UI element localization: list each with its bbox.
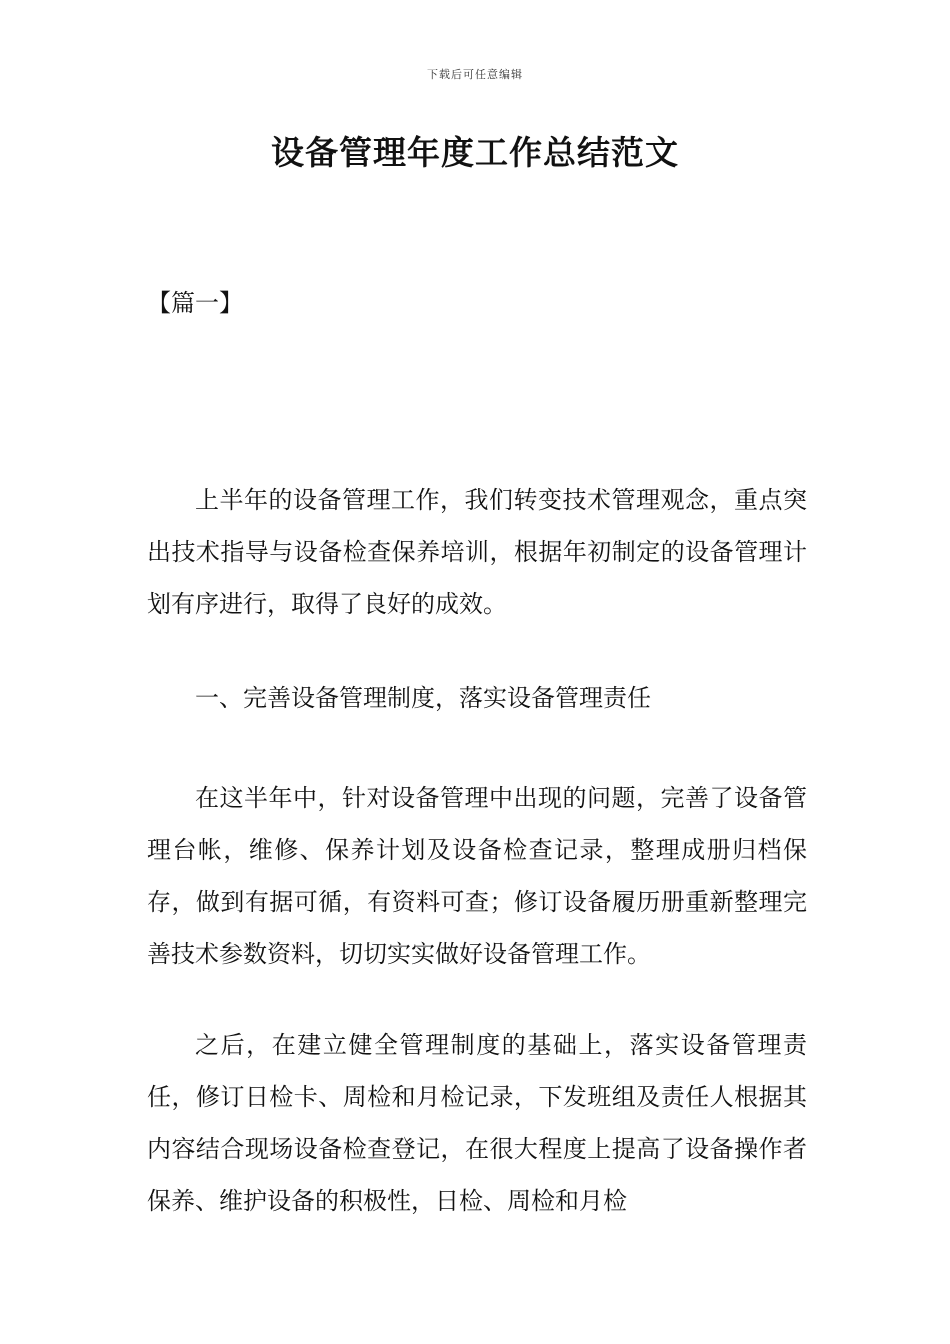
body-paragraph-block-2 [147, 1019, 807, 1227]
body-paragraph-block-1 [147, 772, 807, 980]
section-label: 【篇一】 [147, 289, 243, 317]
header-note: 下载后可任意编辑 [427, 68, 523, 81]
body-paragraph-1: 在这半年中，针对设备管理中出现的问题，完善了设备管理台帐，维修、保养计划及设备检查记录，整理成册归档保存，做到有据可循，有资料可查；修订设备履历册重新整理完善技术参数资料，切切实实做好设备管理工作。 [147, 784, 807, 968]
intro-paragraph: 上半年的设备管理工作，我们转变技术管理观念，重点突出技术指导与设备检查保养培训，根据年初制定的设备管理计划有序进行，取得了良好的成效。 [147, 486, 807, 618]
body-paragraph-2: 之后，在建立健全管理制度的基础上，落实设备管理责任，修订日检卡、周检和月检记录，下发班组及责任人根据其内容结合现场设备检查登记，在很大程度上提高了设备操作者保养、维护设备的积极性，日检、周检和月检 [147, 1031, 807, 1215]
section-heading: 一、完善设备管理制度，落实设备管理责任 [195, 684, 651, 712]
document-title: 设备管理年度工作总结范文 [271, 133, 679, 172]
section-heading-block [147, 672, 807, 724]
intro-paragraph-block [147, 474, 807, 630]
